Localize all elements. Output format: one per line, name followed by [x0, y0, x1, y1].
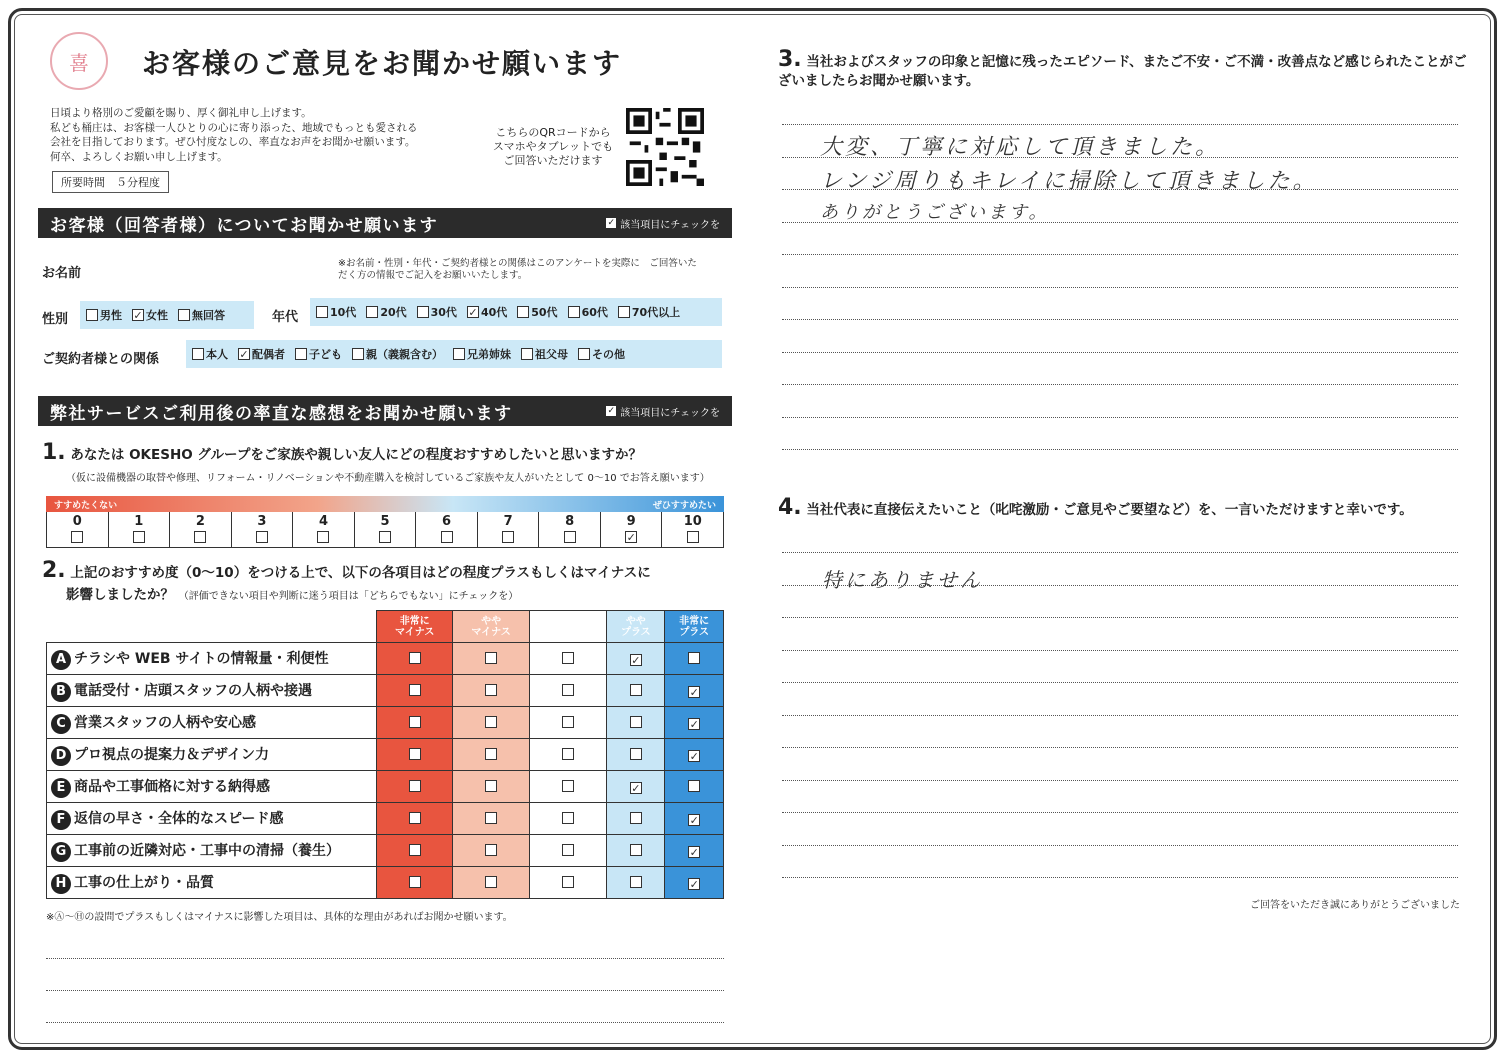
scale-cell[interactable] [109, 512, 171, 547]
age-options [310, 298, 722, 326]
writing-line [782, 877, 1458, 878]
scale-header [46, 496, 724, 512]
checkbox[interactable] [317, 531, 329, 543]
checkbox[interactable] [630, 716, 642, 728]
item-label [47, 835, 377, 867]
qr-code-icon[interactable] [626, 108, 704, 186]
qr-text-line: こちらのQRコードから [495, 126, 611, 139]
item-text: 商品や工事価格に対する納得感 [74, 778, 270, 795]
rating-cell[interactable] [529, 867, 607, 899]
rating-cell[interactable] [607, 867, 665, 899]
checkbox[interactable] [86, 309, 98, 321]
checkbox[interactable]: ✓ [468, 306, 478, 319]
intro-line: 日頃より格別のご愛顧を賜り、厚く御礼申し上げます。 [50, 107, 312, 119]
rating-cell[interactable] [529, 835, 607, 867]
rating-cell[interactable] [665, 707, 724, 739]
left-page [30, 20, 740, 1038]
item-text: 返信の早さ・全体的なスピード感 [74, 810, 284, 827]
checkbox[interactable] [409, 684, 421, 696]
checkbox[interactable]: ✓ [689, 750, 699, 763]
checkbox[interactable] [441, 531, 453, 543]
scale-cell[interactable] [47, 512, 109, 547]
q4-number: 4. [778, 495, 802, 520]
q2-footnote: ※Ⓐ〜Ⓗの設問でプラスもしくはマイナスに影響した項目は、具体的な理由があればお聞かせ願います。 [46, 912, 513, 923]
scale-number: 4 [318, 514, 328, 529]
option-label: その他 [592, 348, 625, 361]
option-label: 本人 [206, 348, 228, 361]
q4-title: 当社代表に直接伝えたいこと（叱咤激励・ご意見やご要望など）を、一言いただけますと幸いです。 [806, 502, 1413, 518]
section-bar-service [38, 396, 732, 426]
item-letter-icon: C [51, 714, 71, 734]
option[interactable] [86, 307, 122, 323]
rating-cell[interactable] [453, 675, 529, 707]
option[interactable] [467, 304, 507, 320]
table-header-blank [47, 611, 377, 643]
table-row [47, 867, 724, 899]
scale-number: 7 [503, 514, 513, 529]
checkbox[interactable] [562, 876, 574, 888]
checkbox[interactable] [409, 652, 421, 664]
intro-text [50, 106, 470, 164]
q1-heading [42, 440, 642, 465]
option[interactable] [238, 346, 285, 362]
option-label: 配偶者 [252, 348, 285, 361]
q2-title-2: 影響しましたか？ [66, 587, 174, 603]
q3-answer-line: 大変、丁寧に対応して頂きました。 [820, 135, 1221, 160]
scale-number: 5 [380, 514, 390, 529]
rating-cell[interactable] [665, 771, 724, 803]
rating-cell[interactable] [607, 675, 665, 707]
section-bar-customer [38, 208, 732, 238]
check-hint [606, 216, 720, 231]
item-label [47, 803, 377, 835]
checkbox[interactable] [485, 748, 497, 760]
rating-cell[interactable] [665, 643, 724, 675]
writing-line [782, 287, 1458, 288]
checkbox[interactable]: ✓ [689, 814, 699, 827]
checkbox[interactable] [409, 844, 421, 856]
rating-cell[interactable] [607, 835, 665, 867]
item-letter-icon: G [51, 842, 71, 862]
table-row [47, 739, 724, 771]
checkbox[interactable] [688, 652, 700, 664]
checkbox[interactable] [133, 531, 145, 543]
scale-cell[interactable] [478, 512, 540, 547]
checkbox[interactable] [417, 306, 429, 318]
section-title: お客様（回答者様）についてお聞かせ願います [50, 215, 439, 236]
scale-number: 0 [72, 514, 82, 529]
checkbox[interactable] [630, 876, 642, 888]
item-letter-icon: H [51, 874, 71, 894]
option[interactable] [192, 346, 228, 362]
rating-cell[interactable] [377, 771, 453, 803]
q3-answer-line: ありがとうございます。 [820, 202, 1050, 223]
option[interactable] [521, 346, 568, 362]
checkbox[interactable] [485, 876, 497, 888]
right-page [770, 20, 1470, 1038]
page-title: お客様のご意見をお聞かせ願います [142, 47, 623, 80]
rating-cell[interactable] [529, 675, 607, 707]
writing-line [782, 650, 1458, 651]
checkbox[interactable] [409, 748, 421, 760]
item-label [47, 739, 377, 771]
option[interactable] [316, 304, 356, 320]
checkbox[interactable] [192, 348, 204, 360]
writing-line [782, 715, 1458, 716]
writing-line [782, 747, 1458, 748]
column-header: どちら でもない [529, 611, 607, 643]
scale-cell[interactable] [416, 512, 478, 547]
item-letter-icon: E [51, 778, 71, 798]
option[interactable] [517, 304, 557, 320]
checkbox[interactable] [366, 306, 378, 318]
writing-line [46, 958, 724, 959]
checkbox[interactable] [568, 306, 580, 318]
time-required: 所要時間 ５分程度 [52, 171, 169, 193]
scale-cells [46, 512, 724, 548]
checkbox[interactable] [256, 531, 268, 543]
checkbox[interactable] [379, 531, 391, 543]
item-text: チラシや WEB サイトの情報量・利便性 [74, 650, 329, 667]
item-letter-icon: D [51, 746, 71, 766]
scale-number: 2 [195, 514, 205, 529]
checkbox[interactable]: ✓ [133, 309, 143, 322]
q2-heading [42, 560, 651, 608]
rating-cell[interactable] [665, 835, 724, 867]
checkbox[interactable] [630, 684, 642, 696]
item-text: プロ視点の提案力＆デザイン力 [74, 746, 270, 763]
table-row [47, 707, 724, 739]
checkbox[interactable] [562, 780, 574, 792]
option-label: 10代 [330, 306, 357, 319]
option[interactable] [417, 304, 457, 320]
q1-number: 1. [42, 440, 66, 465]
q2-sub: （評価できない項目や判断に迷う項目は「どちらでもない」にチェックを） [178, 591, 519, 602]
scale-number: 1 [134, 514, 144, 529]
checkbox[interactable] [485, 844, 497, 856]
qr-text [478, 126, 628, 168]
checkbox[interactable] [485, 812, 497, 824]
checkbox[interactable]: ✓ [689, 846, 699, 859]
seal-icon: 喜 [50, 32, 108, 90]
checkbox[interactable] [562, 748, 574, 760]
check-hint-label: 該当項目にチェックを [620, 407, 720, 419]
option-label: 祖父母 [535, 348, 568, 361]
privacy-note: ※お名前・性別・年代・ご契約者様との関係はこのアンケートを実際に ご回答いただく方の情報でご記入をお願いいたします。 [338, 258, 697, 281]
scale-cell[interactable] [355, 512, 417, 547]
option[interactable] [132, 307, 168, 323]
item-label [47, 643, 377, 675]
item-label [47, 867, 377, 899]
rating-cell[interactable] [665, 867, 724, 899]
option-label: 30代 [430, 306, 457, 319]
rating-cell[interactable] [453, 739, 529, 771]
option-label: 70代以上 [631, 306, 681, 319]
checkbox[interactable] [409, 780, 421, 792]
check-icon: ✓ [607, 406, 616, 416]
rating-cell[interactable] [453, 643, 529, 675]
rating-cell[interactable] [607, 643, 665, 675]
q2-number: 2. [42, 558, 66, 583]
table-header [47, 611, 724, 643]
option[interactable] [295, 346, 342, 362]
checkbox[interactable] [578, 348, 590, 360]
q4-heading [778, 495, 1468, 520]
item-letter-icon: B [51, 682, 71, 702]
writing-line [782, 254, 1458, 255]
item-label [47, 771, 377, 803]
option[interactable] [366, 304, 406, 320]
option[interactable] [352, 346, 443, 362]
writing-line [782, 449, 1458, 450]
writing-line [782, 384, 1458, 385]
q3-number: 3. [778, 47, 802, 72]
rating-cell[interactable] [453, 707, 529, 739]
rating-cell[interactable] [665, 739, 724, 771]
checkbox[interactable] [630, 748, 642, 760]
checkbox[interactable] [178, 309, 190, 321]
rating-cell[interactable] [453, 771, 529, 803]
q2-title: 上記のおすすめ度（0〜10）をつける上で、以下の各項目はどの程度プラスもしくはマイナスに [70, 565, 651, 581]
checkbox[interactable] [562, 812, 574, 824]
q3-heading [778, 47, 1468, 91]
scale-number: 9 [626, 514, 636, 529]
writing-line [46, 990, 724, 991]
writing-line [782, 124, 1458, 125]
checkbox[interactable] [564, 531, 576, 543]
check-hint [606, 404, 720, 419]
checkbox[interactable]: ✓ [631, 782, 641, 795]
checkbox[interactable] [618, 306, 630, 318]
checkbox[interactable]: ✓ [689, 878, 699, 891]
option-label: 男性 [100, 309, 122, 322]
option[interactable] [618, 304, 680, 320]
thanks-note: ご回答をいただき誠にありがとうございました [1250, 900, 1460, 911]
scale-cell[interactable] [232, 512, 294, 547]
writing-line [782, 845, 1458, 846]
section-title: 弊社サービスご利用後の率直な感想をお聞かせ願います [50, 403, 513, 424]
checkbox[interactable] [485, 716, 497, 728]
scale-cell[interactable] [539, 512, 601, 547]
option-label: 40代 [480, 306, 508, 319]
item-label [47, 675, 377, 707]
writing-line [46, 1022, 724, 1023]
table-row [47, 835, 724, 867]
recommend-scale [46, 496, 724, 548]
checkbox[interactable]: ✓ [631, 654, 641, 667]
rating-cell[interactable] [529, 771, 607, 803]
item-letter-icon: A [51, 650, 71, 670]
writing-line [782, 780, 1458, 781]
option-label: 子ども [309, 348, 342, 361]
checkbox[interactable] [352, 348, 364, 360]
column-header: やや マイナス [453, 611, 529, 643]
rating-cell[interactable] [665, 803, 724, 835]
checkbox[interactable] [485, 780, 497, 792]
q4-answer-line: 特にありません [822, 568, 983, 592]
rating-cell[interactable] [377, 707, 453, 739]
intro-line: 会社を目指しております。ぜひ忖度なしの、率直なお声をお聞かせ願います。 [50, 136, 416, 148]
table-row [47, 643, 724, 675]
influence-table [46, 610, 724, 899]
checkbox[interactable] [688, 780, 700, 792]
scale-high-label: ぜひすすめたい [652, 500, 716, 511]
checkbox[interactable] [562, 652, 574, 664]
checkbox[interactable] [562, 716, 574, 728]
checkbox[interactable] [316, 306, 328, 318]
age-label: 年代 [272, 310, 299, 325]
writing-line [782, 812, 1458, 813]
option[interactable] [178, 307, 225, 323]
checkbox[interactable] [562, 684, 574, 696]
rating-cell[interactable] [529, 739, 607, 771]
relation-label: ご契約者様との関係 [42, 352, 160, 367]
writing-line [782, 552, 1458, 553]
table-row [47, 803, 724, 835]
gender-label: 性別 [42, 312, 69, 327]
checkbox[interactable] [409, 812, 421, 824]
rating-cell[interactable] [529, 803, 607, 835]
scale-cell[interactable] [293, 512, 355, 547]
option[interactable] [568, 304, 608, 320]
writing-line [782, 352, 1458, 353]
checkbox[interactable] [517, 306, 529, 318]
writing-line [782, 617, 1458, 618]
q1-title: あなたは OKESHO グループをご家族や親しい友人にどの程度おすすめしたいと思いますか？ [70, 447, 642, 463]
rating-cell[interactable] [607, 739, 665, 771]
option-label: 兄弟姉妹 [467, 348, 511, 361]
q3-title: 当社およびスタッフの印象と記憶に残ったエピソード、またご不安・ご不満・改善点など感じられたことがございましたらお聞かせ願います。 [778, 54, 1467, 89]
scale-number: 6 [442, 514, 452, 529]
checkbox[interactable] [485, 652, 497, 664]
rating-cell[interactable] [377, 675, 453, 707]
checkbox[interactable] [630, 812, 642, 824]
q1-sub: （仮に設備機器の取替や修理、リフォーム・リノベーションや不動産購入を検討しているご家族や友人がいたとして 0〜10 でお答え願います） [66, 473, 710, 484]
column-header: 非常に マイナス [377, 611, 453, 643]
option-label: 無回答 [192, 309, 225, 322]
checkbox[interactable] [521, 348, 533, 360]
table-row [47, 675, 724, 707]
scale-cell[interactable] [601, 512, 663, 547]
qr-text-line: ご回答いただけます [503, 154, 603, 167]
checkbox[interactable] [409, 716, 421, 728]
rating-cell[interactable] [377, 867, 453, 899]
option[interactable] [578, 346, 625, 362]
rating-cell[interactable] [377, 835, 453, 867]
option-label: 女性 [146, 309, 168, 322]
rating-cell[interactable] [453, 867, 529, 899]
rating-cell[interactable] [453, 803, 529, 835]
writing-line [782, 682, 1458, 683]
rating-cell[interactable] [607, 803, 665, 835]
rating-cell[interactable] [453, 835, 529, 867]
option-label: 20代 [380, 306, 407, 319]
option-label: 60代 [581, 306, 608, 319]
item-letter-icon: F [51, 810, 71, 830]
checkbox[interactable] [453, 348, 465, 360]
checkbox[interactable] [502, 531, 514, 543]
intro-line: 私ども桶庄は、お客様一人ひとりの心に寄り添った、地域でもっとも愛される [50, 121, 418, 134]
rating-cell[interactable] [529, 707, 607, 739]
item-label [47, 707, 377, 739]
table-row [47, 771, 724, 803]
item-text: 営業スタッフの人柄や安心感 [74, 714, 256, 731]
rating-cell[interactable] [377, 643, 453, 675]
scale-low-label: すすめたくない [54, 500, 118, 511]
checkbox[interactable] [687, 531, 699, 543]
checkbox[interactable]: ✓ [689, 686, 699, 699]
option-label: 親（義親含む） [366, 348, 443, 361]
column-header: やや プラス [607, 611, 665, 643]
scale-number: 3 [257, 514, 267, 529]
scale-number: 8 [565, 514, 575, 529]
intro-line: 何卒、よろしくお願い申し上げます。 [50, 150, 228, 163]
check-hint-label: 該当項目にチェックを [620, 219, 720, 231]
qr-text-line: スマホやタブレットでも [492, 140, 614, 153]
checkbox[interactable]: ✓ [689, 718, 699, 731]
checkbox[interactable] [71, 531, 83, 543]
item-text: 工事の仕上がり・品質 [74, 874, 214, 891]
checkbox[interactable]: ✓ [626, 531, 636, 544]
rating-cell[interactable] [377, 739, 453, 771]
rating-cell[interactable] [607, 771, 665, 803]
name-label: お名前 [42, 266, 82, 281]
item-text: 電話受付・店頭スタッフの人柄や接遇 [74, 682, 312, 699]
rating-cell[interactable] [607, 707, 665, 739]
checkbox[interactable] [562, 844, 574, 856]
checkbox[interactable] [194, 531, 206, 543]
check-icon: ✓ [607, 218, 616, 228]
scale-number: 10 [683, 514, 702, 529]
relation-options [186, 340, 722, 368]
writing-line [782, 417, 1458, 418]
option[interactable] [453, 346, 511, 362]
item-text: 工事前の近隣対応・工事中の清掃（養生） [74, 842, 340, 859]
scale-cell[interactable] [170, 512, 232, 547]
checkbox[interactable] [295, 348, 307, 360]
column-header: 非常に プラス [665, 611, 724, 643]
q3-answer-line: レンジ周りもキレイに掃除して頂きました。 [820, 169, 1318, 194]
rating-cell[interactable] [529, 643, 607, 675]
gender-options [80, 301, 254, 329]
checkbox[interactable] [630, 844, 642, 856]
rating-cell[interactable] [377, 803, 453, 835]
writing-line [782, 319, 1458, 320]
rating-cell[interactable] [665, 675, 724, 707]
option-label: 50代 [531, 306, 558, 319]
checkbox[interactable] [485, 684, 497, 696]
checkbox[interactable] [409, 876, 421, 888]
scale-cell[interactable] [662, 512, 723, 547]
checkbox[interactable]: ✓ [239, 348, 249, 361]
